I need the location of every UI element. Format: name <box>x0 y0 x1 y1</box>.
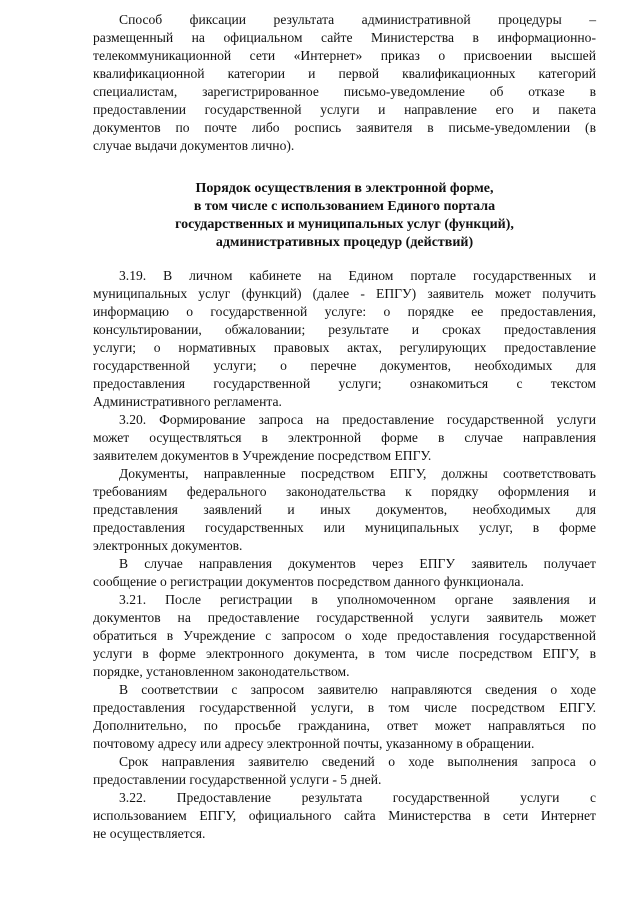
text-line: Документы, направленные посредством ЕПГУ, должны соответствовать <box>119 466 596 481</box>
text-line: документов на предоставление государственной услуги заявитель может <box>93 610 596 625</box>
text-line: В соответствии с запросом заявителю направляются сведения о ходе <box>119 682 596 697</box>
heading-line: Порядок осуществления в электронной форме, <box>195 181 494 196</box>
text-line: предоставлении государственной услуги и направление его и пакета <box>93 102 596 117</box>
text-line: предоставления государственной услуги; ознакомиться с текстом <box>93 376 596 391</box>
text-line: 3.22. Предоставление результата государственной услуги с <box>119 790 596 805</box>
text-line: использованием ЕПГУ, официального сайта Министерства в сети Интернет <box>93 808 596 823</box>
text-line: 3.20. Формирование запроса на предоставление государственной услуги <box>119 412 596 427</box>
text-line: Дополнительно, по просьбе гражданина, ответ может направляться по <box>93 718 596 733</box>
text-line: размещенный на официальном сайте Министерства в информационно- <box>93 30 596 45</box>
text-line: предоставления государственных или муниципальных услуг, в форме <box>93 520 596 535</box>
text-line: квалификационной категории и первой квалификационных категорий <box>93 66 596 81</box>
text-line: Срок направления заявителю сведений о ходе выполнения запроса о <box>119 754 596 769</box>
text-line: В случае направления документов через ЕПГУ заявитель получает <box>119 556 596 571</box>
text-line: информацию о государственной услуге: о порядке ее предоставления, <box>93 304 596 319</box>
text-line: документов по почте либо роспись заявителя в письме-уведомлении (в <box>93 120 596 135</box>
text-line: порядке, установленном законодательством. <box>93 664 350 679</box>
text-line: консультировании, обжаловании; результате и сроках предоставления <box>93 322 596 337</box>
text-line: случае выдачи документов лично). <box>93 138 295 153</box>
heading-line: административных процедур (действий) <box>215 235 474 250</box>
text-line: может осуществляться в электронной форме в случае направления <box>93 430 596 445</box>
text-line: требованиям федерального законодательства к порядку оформления и <box>93 484 596 499</box>
text-line: муниципальных услуг (функций) (далее - ЕПГУ) заявитель может получить <box>93 286 596 301</box>
heading-line: государственных и муниципальных услуг (функций), <box>175 217 514 232</box>
text-line: электронных документов. <box>93 538 243 553</box>
text-line: Способ фиксации результата административной процедуры – <box>119 12 596 27</box>
text-line: обратиться в Учреждение с запросом о ходе предоставления государственной <box>93 628 596 643</box>
heading-line: в том числе с использованием Единого портала <box>193 199 496 214</box>
text-line: телекоммуникационной сети «Интернет» приказ о присвоении высшей <box>93 48 596 63</box>
text-line: Административного регламента. <box>93 394 282 409</box>
text-line: заявителем документов в Учреждение посредством ЕПГУ. <box>93 448 432 463</box>
text-line: предоставлении государственной услуги - 5 дней. <box>93 772 382 787</box>
text-line: 3.19. В личном кабинете на Едином портале государственных и <box>119 268 596 283</box>
text-line: представления заявлений и иных документов, необходимых для <box>93 502 596 517</box>
text-line: почтовому адресу или адресу электронной почты, указанному в обращении. <box>93 736 535 751</box>
text-line: специалистам, зарегистрированное письмо-уведомление об отказе в <box>93 84 596 99</box>
text-line: государственной услуги; о перечне документов, необходимых для <box>93 358 596 373</box>
text-line: услуги в форме электронного документа, в том числе посредством ЕПГУ, в <box>93 646 596 661</box>
text-line: 3.21. После регистрации в уполномоченном органе заявления и <box>119 592 596 607</box>
text-line: услуги; о нормативных правовых актах, регулирующих предоставление <box>93 340 596 355</box>
text-line: предоставления государственной услуги, в том числе посредством ЕПГУ. <box>93 700 596 715</box>
text-line: сообщение о регистрации документов посредством данного функционала. <box>93 574 524 589</box>
text-line: не осуществляется. <box>93 826 206 841</box>
